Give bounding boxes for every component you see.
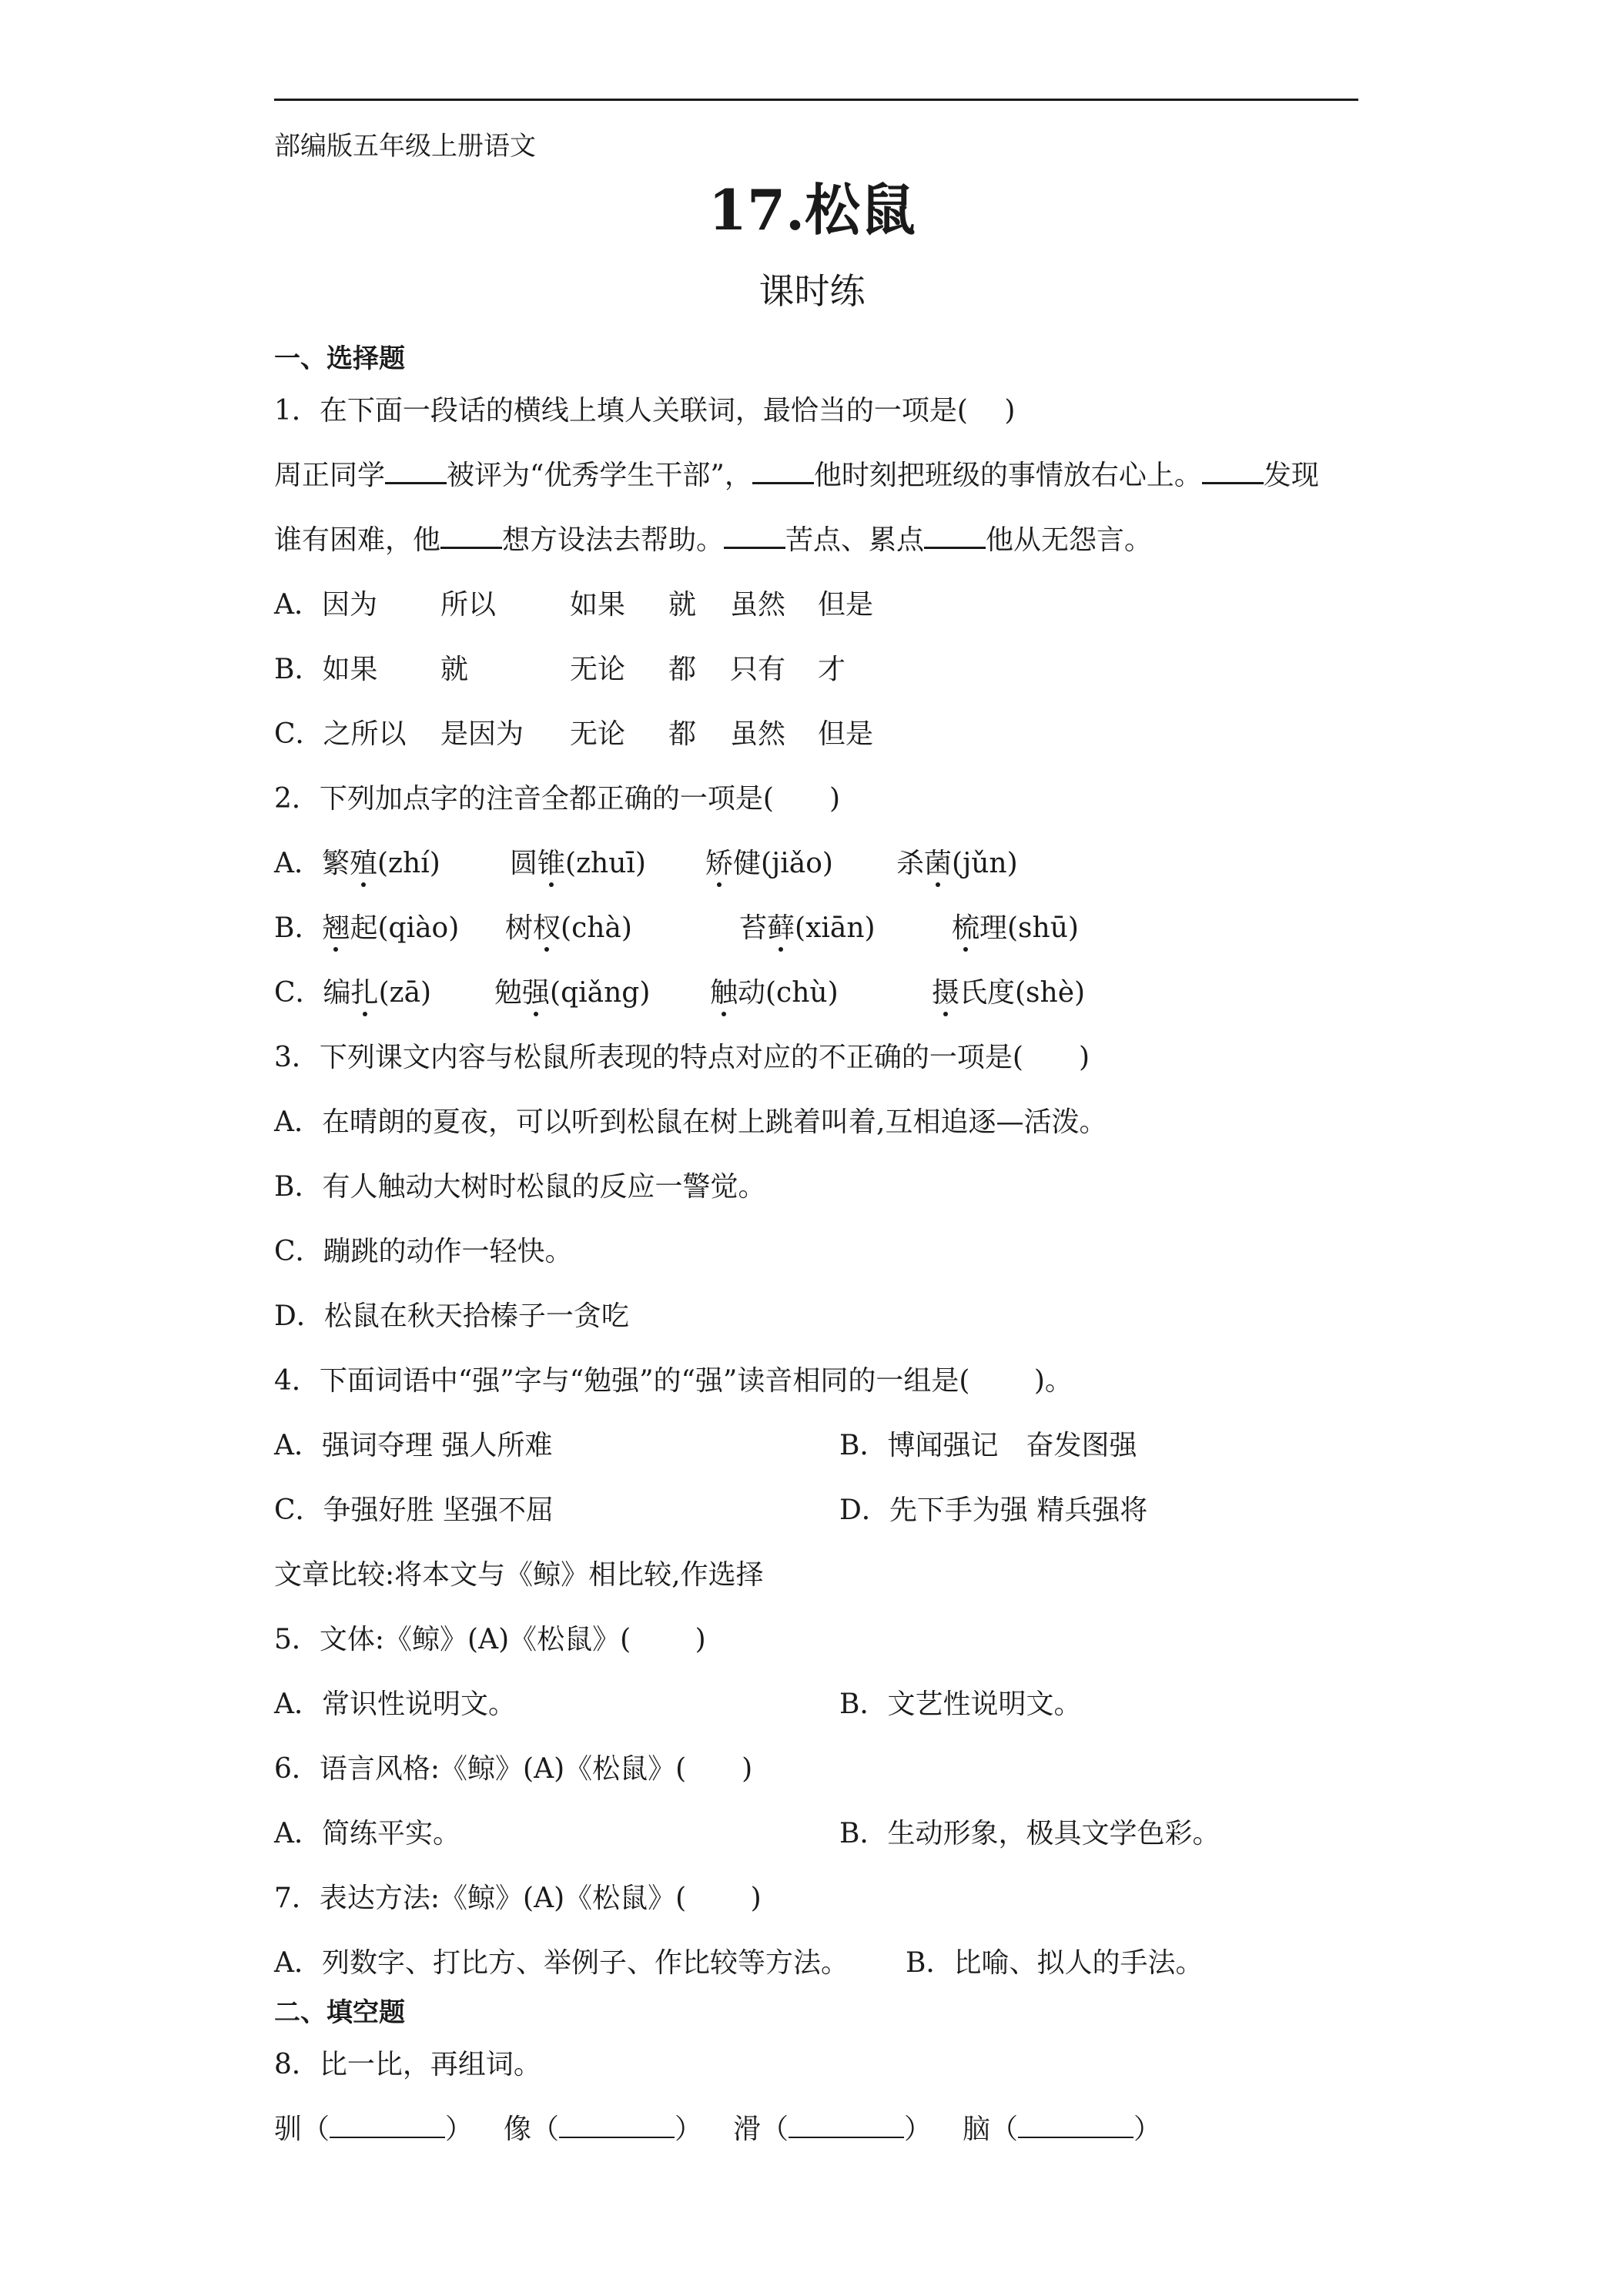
option-a: A．简练平实。 (274, 1818, 460, 1849)
item-text: C．编 (274, 977, 351, 1009)
option-word: A．因为 (274, 589, 377, 621)
item-text: (chà) (561, 912, 632, 944)
option-d: D．先下手为强 精兵强将 (839, 1494, 1148, 1526)
option-c: C．争强好胜 坚强不屈 (274, 1494, 554, 1526)
item-text: 杀 (896, 848, 925, 879)
item-text: (zhí) (377, 848, 440, 879)
paren-close: ） (675, 2114, 703, 2145)
question-8-stem: 8．比一比，再组词。 (274, 2049, 541, 2080)
question-6-stem: 6．语言风格:《鲸》(A)《松鼠》( ) (274, 1753, 753, 1785)
dotted-char: 杈 (533, 912, 561, 944)
question-1-stem: 1．在下面一段话的横线上填人关联词，最恰当的一项是( ) (274, 395, 1016, 427)
pinyin-item (932, 976, 1085, 1010)
question-3-option-c: C．蹦跳的动作一轻快。 (274, 1236, 573, 1267)
item-text: 理(shū) (979, 912, 1079, 944)
option-word: 就 (440, 654, 469, 685)
dotted-char: 强 (522, 977, 551, 1009)
item-text: A．繁 (274, 848, 350, 879)
option-word: 只有 (730, 654, 786, 685)
question-3-option-a: A．在晴朗的夏夜，可以听到松鼠在树上跳着叫着,互相追逐—活泼。 (274, 1106, 1107, 1138)
char: 脑 (963, 2114, 991, 2145)
dotted-char: 菌 (924, 848, 953, 879)
dotted-char: 扎 (350, 977, 379, 1009)
passage-text: 想方设法去帮助。 (502, 524, 725, 556)
paren-open: （ (761, 2114, 789, 2145)
dotted-char: 翘 (322, 912, 350, 944)
dotted-char: 触 (710, 977, 738, 1009)
paren-open: （ (531, 2114, 560, 2145)
section-heading-choice: 一、选择题 (274, 343, 405, 374)
pinyin-item (505, 912, 632, 946)
dotted-char: 摄 (932, 977, 960, 1009)
book-name: 部编版五年级上册语文 (274, 131, 536, 162)
paren-open: （ (302, 2114, 330, 2145)
option-a: A．列数字、打比方、举例子、作比较等方法。 (274, 1947, 849, 1979)
option-word: B．如果 (274, 654, 378, 685)
option-word: C．之所以 (274, 718, 407, 750)
item-text: (jǔn) (952, 848, 1018, 879)
pinyin-item (952, 912, 1079, 946)
option-b: B．文艺性说明文。 (839, 1689, 1082, 1720)
page-subtitle: 课时练 (758, 270, 866, 312)
option-word: 无论 (570, 718, 626, 750)
item-text: (qiǎng) (550, 977, 651, 1009)
fill-blank[interactable] (330, 2114, 445, 2138)
dotted-char: 藓 (767, 912, 795, 944)
option-word: 但是 (818, 718, 874, 750)
paren-open: （ (990, 2114, 1019, 2145)
item-text: 起(qiào) (350, 912, 460, 944)
answer-blank (924, 524, 986, 549)
item-text: 动(chù) (738, 977, 839, 1009)
item-text: (zhuī) (565, 848, 646, 879)
header-rule (274, 99, 1358, 101)
dotted-char: 锥 (537, 848, 566, 879)
dotted-char: 矫 (705, 848, 734, 879)
option-word: 才 (818, 654, 846, 685)
comparison-instruction: 文章比较:将本文与《鲸》相比较,作选择 (274, 1559, 764, 1591)
passage-text: 周正同学 (274, 460, 386, 491)
option-word: 所以 (440, 589, 497, 621)
fill-blank[interactable] (1018, 2114, 1133, 2138)
question-7-stem: 7．表达方法:《鲸》(A)《松鼠》( ) (274, 1883, 762, 1914)
paren-close: ） (445, 2114, 474, 2145)
pinyin-item (274, 912, 459, 946)
pinyin-item (705, 847, 833, 881)
question-3-option-d: D．松鼠在秋天拾榛子一贪吃 (274, 1300, 629, 1332)
option-word: 如果 (570, 589, 626, 621)
pinyin-item (710, 976, 839, 1010)
word-group-item (274, 2113, 473, 2147)
item-text: 健(jiǎo) (733, 848, 833, 879)
fill-blank[interactable] (559, 2114, 675, 2138)
option-word: 虽然 (730, 718, 786, 750)
pinyin-item (896, 847, 1018, 881)
section-heading-fill: 二、填空题 (274, 1997, 405, 2028)
question-4-stem: 4．下面词语中“强”字与“勉强”的“强”读音相同的一组是( )。 (274, 1365, 1073, 1397)
option-b: B．生动形象，极具文学色彩。 (839, 1818, 1221, 1849)
passage-text: 他从无怨言。 (986, 524, 1153, 556)
option-word: 无论 (570, 654, 626, 685)
dotted-char: 殖 (350, 848, 378, 879)
page-title: 17.松鼠 (708, 177, 916, 243)
pinyin-item (494, 976, 650, 1010)
question-5-stem: 5．文体:《鲸》(A)《松鼠》( ) (274, 1624, 706, 1655)
passage-text: 谁有困难，他 (274, 524, 441, 556)
pinyin-item (739, 912, 876, 946)
question-3-option-b: B．有人触动大树时松鼠的反应一警觉。 (274, 1171, 766, 1203)
item-text: B． (274, 912, 323, 944)
option-word: 都 (668, 718, 697, 750)
answer-blank (724, 524, 785, 549)
item-text: (zā) (378, 977, 432, 1009)
question-1-passage-line-1 (274, 459, 1319, 493)
option-word: 就 (668, 589, 697, 621)
item-text: (xiān) (795, 912, 876, 944)
word-group-item (963, 2113, 1161, 2147)
pinyin-item (274, 976, 431, 1010)
passage-text: 苦点、累点 (785, 524, 925, 556)
char: 滑 (733, 2114, 762, 2145)
question-2-stem: 2．下列加点字的注音全都正确的一项是( ) (274, 783, 840, 815)
word-group-item (504, 2113, 702, 2147)
option-b: B．比喻、拟人的手法。 (906, 1947, 1204, 1979)
option-word: 虽然 (730, 589, 786, 621)
item-text: 勉 (494, 977, 523, 1009)
question-3-stem: 3．下列课文内容与松鼠所表现的特点对应的不正确的一项是( ) (274, 1042, 1090, 1073)
char: 像 (504, 2114, 532, 2145)
option-b: B．博闻强记 奋发图强 (839, 1430, 1137, 1461)
pinyin-item (510, 847, 646, 881)
option-a: A．常识性说明文。 (274, 1689, 516, 1720)
option-word: 都 (668, 654, 697, 685)
item-text: 苔 (739, 912, 768, 944)
passage-text: 他时刻把班级的事情放右心上。 (813, 460, 1202, 491)
char: 驯 (274, 2114, 303, 2145)
passage-text: 发现 (1263, 460, 1319, 491)
item-text: 树 (505, 912, 534, 944)
item-text: 圆 (510, 848, 538, 879)
option-a: A．强词夺理 强人所难 (274, 1430, 553, 1461)
answer-blank (385, 459, 447, 484)
fill-blank[interactable] (789, 2114, 904, 2138)
dotted-char: 梳 (952, 912, 980, 944)
paren-close: ） (1133, 2114, 1162, 2145)
answer-blank (1202, 459, 1264, 484)
word-group-item (733, 2113, 932, 2147)
question-1-passage-line-2 (274, 524, 1152, 557)
option-word: 但是 (818, 589, 874, 621)
answer-blank (752, 459, 814, 484)
passage-text: 被评为“优秀学生干部”， (447, 460, 752, 491)
item-text: 氏度(shè) (959, 977, 1086, 1009)
pinyin-item (274, 847, 440, 881)
paren-close: ） (904, 2114, 933, 2145)
answer-blank (440, 524, 502, 549)
option-word: 是因为 (440, 718, 524, 750)
